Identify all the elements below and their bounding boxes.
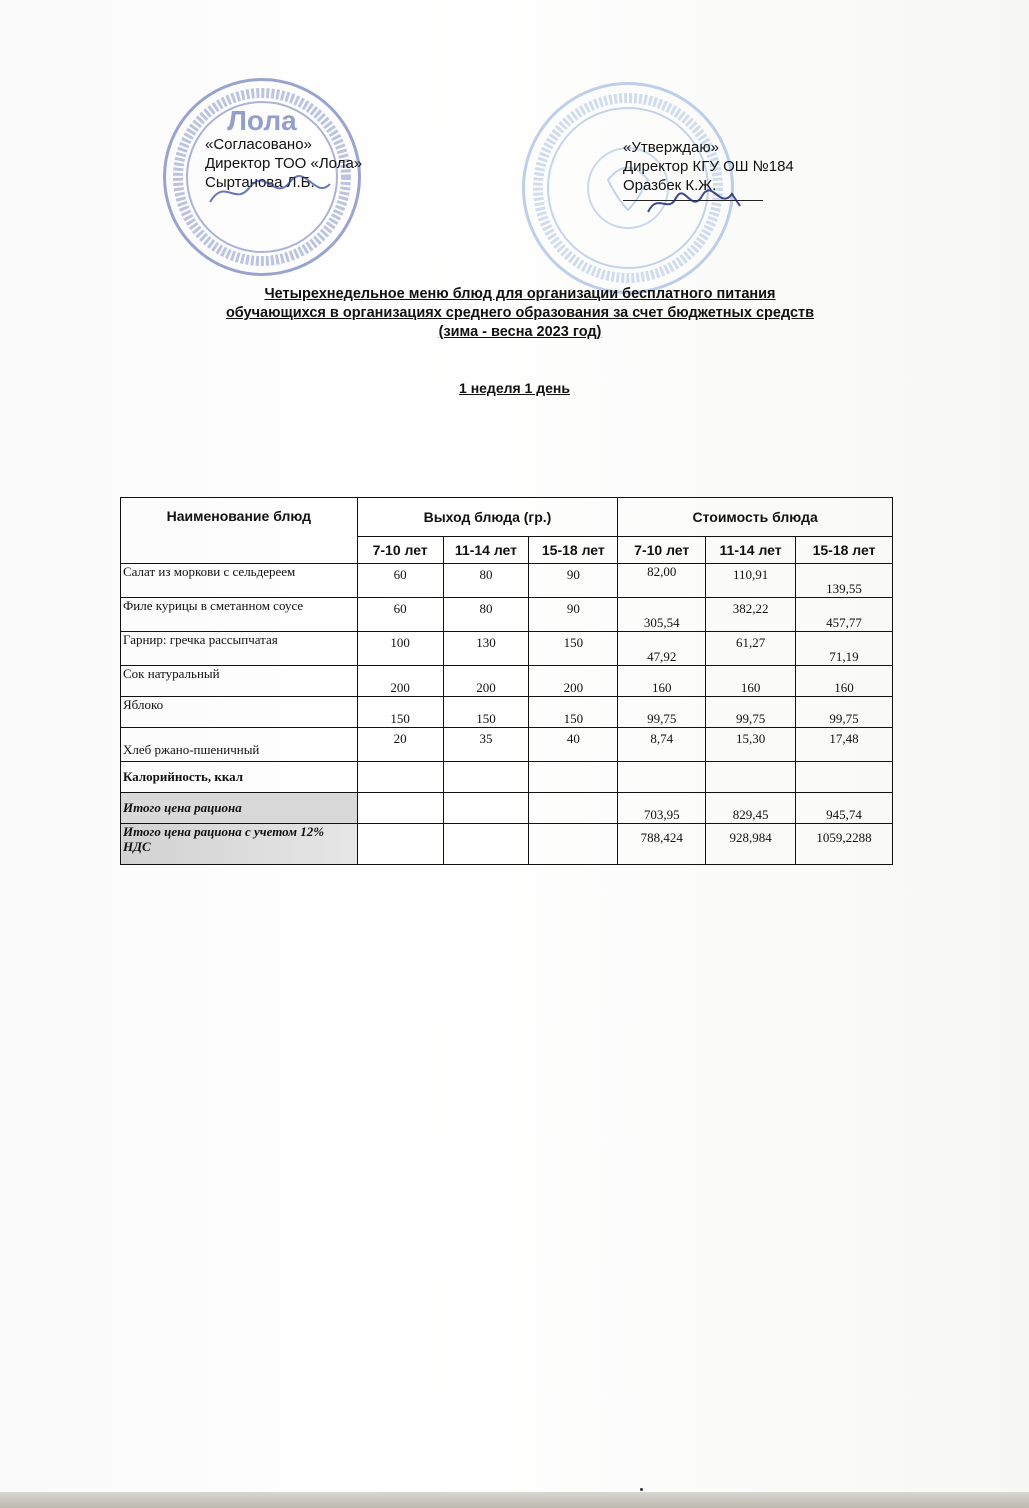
output-value: 200	[357, 666, 443, 697]
output-value: 130	[443, 632, 529, 666]
total-vat-value: 928,984	[706, 824, 796, 865]
empty-cell	[443, 824, 529, 865]
empty-cell	[357, 762, 443, 793]
approval-left-heading: «Согласовано»	[205, 136, 312, 153]
title-line-3: (зима - весна 2023 год)	[438, 324, 602, 340]
output-value: 150	[529, 697, 618, 728]
total-vat-value: 1059,2288	[796, 824, 893, 865]
header-cost: Стоимость блюда	[618, 498, 893, 537]
empty-cell	[529, 762, 618, 793]
total-vat-label: Итого цена рациона с учетом 12% НДС	[121, 824, 358, 865]
total-row	[121, 793, 893, 824]
total-vat-value: 788,424	[618, 824, 706, 865]
table-row	[121, 666, 893, 697]
cost-value: 382,22	[706, 598, 796, 632]
cost-value: 99,75	[618, 697, 706, 728]
dish-name: Сок натуральный	[121, 666, 358, 697]
cost-value: 47,92	[618, 632, 706, 666]
output-value: 60	[357, 564, 443, 598]
header-age: 7-10 лет	[618, 537, 706, 564]
menu-table	[120, 497, 893, 865]
scan-speck	[640, 1488, 643, 1491]
dish-name: Гарнир: гречка рассыпчатая	[121, 632, 358, 666]
header-age: 11-14 лет	[706, 537, 796, 564]
cost-value: 160	[618, 666, 706, 697]
cost-value: 110,91	[706, 564, 796, 598]
table-row	[121, 697, 893, 728]
total-vat-row	[121, 824, 893, 865]
empty-cell	[529, 793, 618, 824]
header-age: 15-18 лет	[796, 537, 893, 564]
dish-name: Филе курицы в сметанном соусе	[121, 598, 358, 632]
total-value: 945,74	[796, 793, 893, 824]
header-age: 11-14 лет	[443, 537, 529, 564]
cost-value: 305,54	[618, 598, 706, 632]
empty-cell	[357, 793, 443, 824]
cost-value: 99,75	[706, 697, 796, 728]
signature-left	[205, 172, 335, 212]
output-value: 100	[357, 632, 443, 666]
empty-cell	[618, 762, 706, 793]
cost-value: 160	[796, 666, 893, 697]
cost-value: 139,55	[796, 564, 893, 598]
header-output: Выход блюда (гр.)	[357, 498, 618, 537]
output-value: 90	[529, 598, 618, 632]
dish-name: Хлеб ржано-пшеничный	[121, 728, 358, 762]
approval-right-heading: «Утверждаю»	[623, 139, 719, 156]
empty-cell	[443, 762, 529, 793]
output-value: 80	[443, 564, 529, 598]
empty-cell	[357, 824, 443, 865]
approval-left-position: Директор ТОО «Лола»	[205, 155, 363, 172]
cost-value: 61,27	[706, 632, 796, 666]
cost-value: 15,30	[706, 728, 796, 762]
header-dish-name: Наименование блюд	[121, 498, 358, 564]
output-value: 200	[443, 666, 529, 697]
output-value: 90	[529, 564, 618, 598]
output-value: 20	[357, 728, 443, 762]
calories-row	[121, 762, 893, 793]
cost-value: 160	[706, 666, 796, 697]
output-value: 150	[529, 632, 618, 666]
dish-name: Яблоко	[121, 697, 358, 728]
approval-right-position: Директор КГУ ОШ №184	[623, 158, 794, 175]
empty-cell	[529, 824, 618, 865]
table-row	[121, 564, 893, 598]
cost-value: 71,19	[796, 632, 893, 666]
cost-value: 82,00	[618, 564, 706, 598]
table-header-row	[121, 498, 893, 537]
title-line-1: Четырехнедельное меню блюд для организации бесплатного питания	[264, 286, 776, 302]
signature-right	[640, 184, 750, 224]
dish-name: Салат из моркови с сельдереем	[121, 564, 358, 598]
output-value: 80	[443, 598, 529, 632]
cost-value: 457,77	[796, 598, 893, 632]
cost-value: 17,48	[796, 728, 893, 762]
output-value: 40	[529, 728, 618, 762]
table-row	[121, 728, 893, 762]
calories-label: Калорийность, ккал	[121, 762, 358, 793]
empty-cell	[796, 762, 893, 793]
stamp-left-center-text: Лола	[227, 105, 297, 136]
output-value: 200	[529, 666, 618, 697]
table-row	[121, 632, 893, 666]
header-age: 7-10 лет	[357, 537, 443, 564]
output-value: 60	[357, 598, 443, 632]
title-line-2: обучающихся в организациях среднего образования за счет бюджетных средств	[225, 305, 815, 321]
total-value: 703,95	[618, 793, 706, 824]
cost-value: 8,74	[618, 728, 706, 762]
empty-cell	[443, 793, 529, 824]
cost-value: 99,75	[796, 697, 893, 728]
total-value: 829,45	[706, 793, 796, 824]
week-day-subtitle: 1 неделя 1 день	[459, 380, 570, 396]
output-value: 150	[357, 697, 443, 728]
output-value: 150	[443, 697, 529, 728]
document-title	[150, 285, 890, 342]
table-row	[121, 598, 893, 632]
approval-right-person: Оразбек К.Ж.	[623, 177, 717, 194]
empty-cell	[706, 762, 796, 793]
output-value: 35	[443, 728, 529, 762]
total-label: Итого цена рациона	[121, 793, 358, 824]
page-bottom-edge	[0, 1492, 1029, 1508]
header-age: 15-18 лет	[529, 537, 618, 564]
approval-left-person: Сыртанова Л.Б.	[205, 174, 315, 191]
